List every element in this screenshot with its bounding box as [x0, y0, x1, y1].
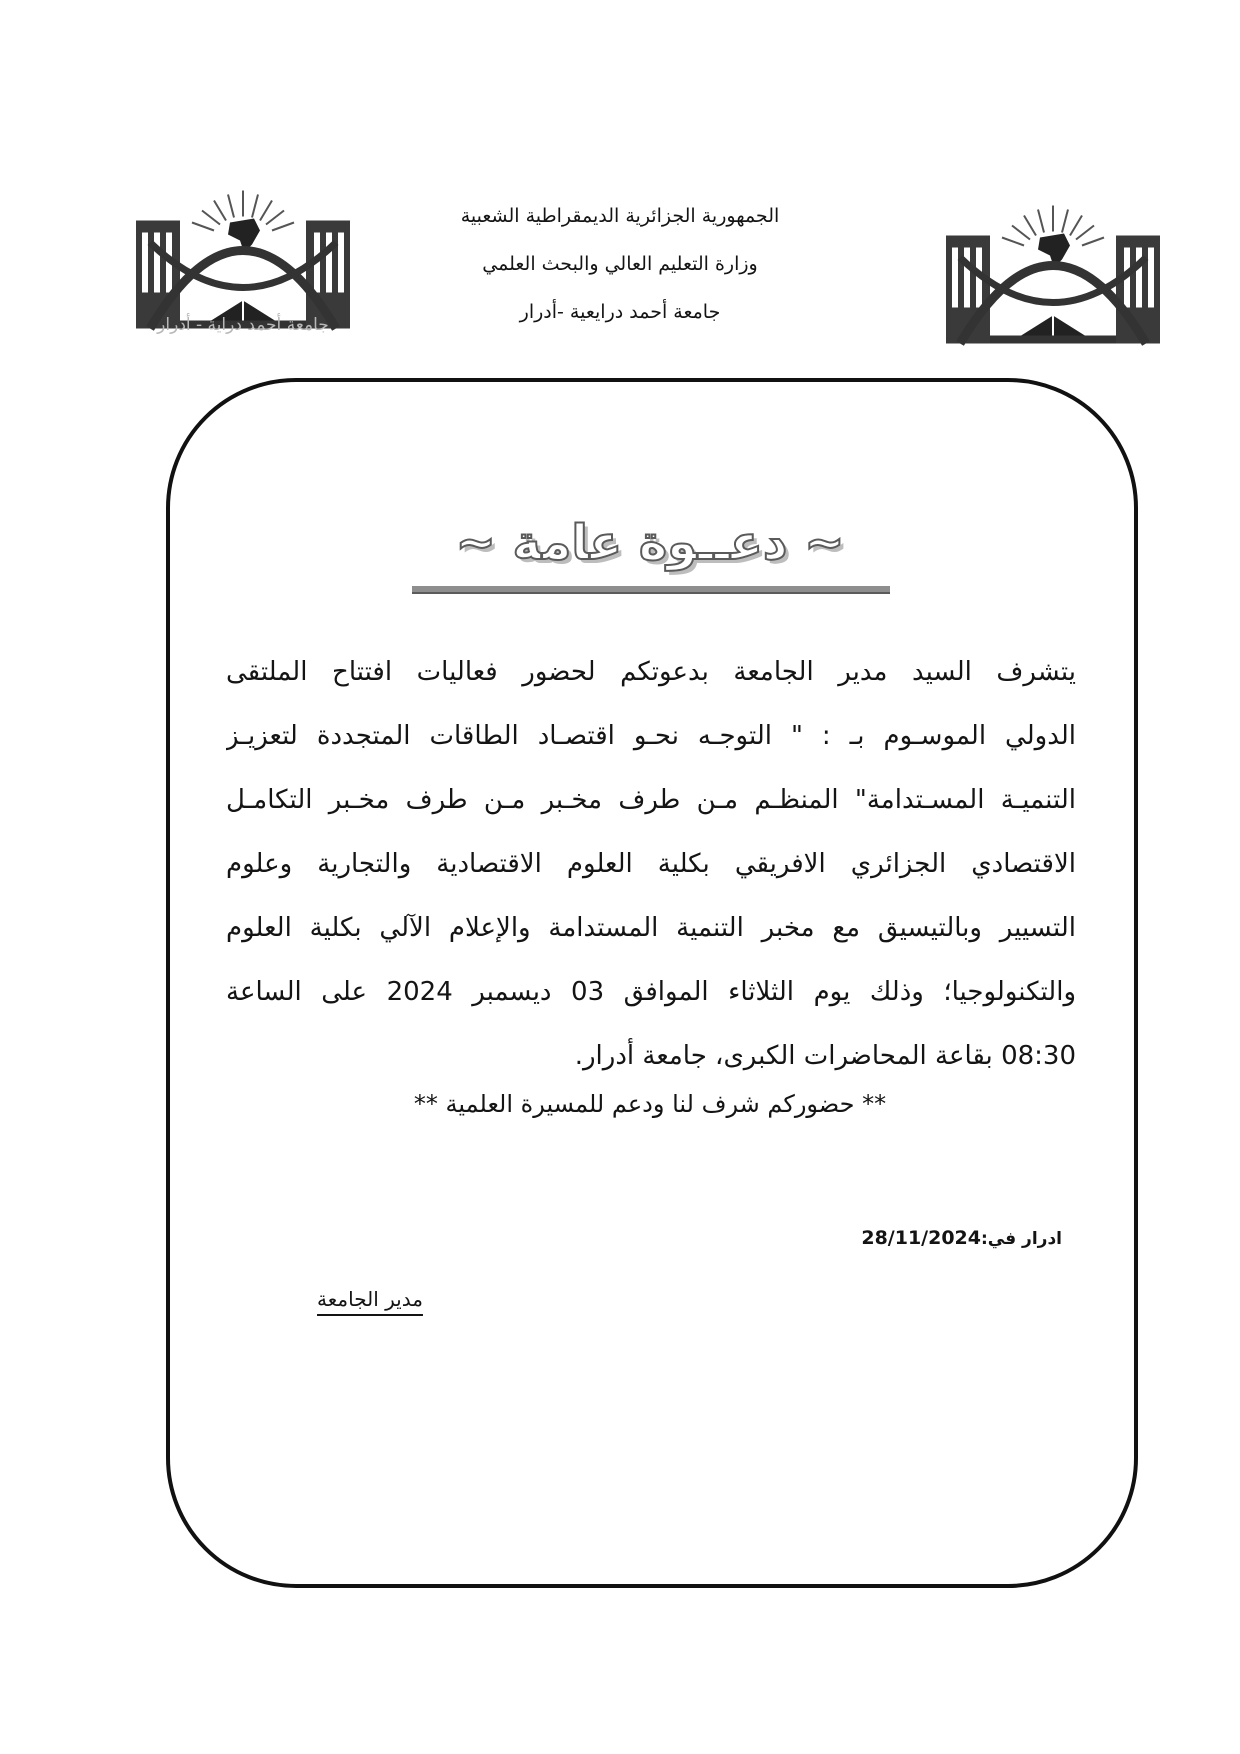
- closing-line: ** حضوركم شرف لنا ودعم للمسيرة العلمية **: [413, 1090, 887, 1118]
- issue-date: [861, 1227, 1062, 1249]
- title-underline: [412, 586, 890, 594]
- body-line: الدولي الموسـوم بـ : " التوجـه نحـو اقتصـاد الطاقات المتجددة لتعزيـز: [226, 721, 1076, 751]
- invitation-title-block: [400, 508, 900, 578]
- body-line: يتشرف السيد مدير الجامعة بدعوتكم لحضور فعاليات افتتاح الملتقى: [226, 657, 1076, 687]
- university-emblem-icon: [938, 180, 1168, 365]
- letterhead: [400, 192, 840, 336]
- university-logo-right: [938, 180, 1168, 365]
- letterhead-republic: الجمهورية الجزائرية الديمقراطية الشعبية: [460, 205, 780, 227]
- body-line: الاقتصادي الجزائري الافريقي بكلية العلوم الاقتصادية والتجارية وعلوم: [226, 849, 1076, 879]
- body-line-last: 08:30 بقاعة المحاضرات الكبرى، جامعة أدرار.: [574, 1041, 1076, 1071]
- invitation-title: ~ دعــوة عامة ~: [455, 515, 845, 571]
- body-line: التنميـة المسـتدامة" المنظـم مـن طرف مخـبر مـن طرف مخـبر التكامـل: [226, 785, 1076, 815]
- body-line: التسيير وبالتيسيق مع مخبر التنمية المستدامة والإعلام الآلي بكلية العلوم: [226, 913, 1076, 943]
- date-value: 28/11/2024: [861, 1227, 981, 1249]
- body-line: والتكنولوجيا؛ وذلك يوم الثلاثاء الموافق 03 ديسمبر 2024 على الساعة: [226, 977, 1076, 1007]
- invitation-body: [226, 640, 1076, 1088]
- university-logo-left: [128, 165, 358, 350]
- date-label: ادرار في:: [981, 1229, 1062, 1249]
- letterhead-university: جامعة أحمد درايعية -أدرار: [519, 301, 721, 323]
- logo-caption: جامعة أحمد دراية - أدرار: [157, 315, 329, 335]
- letterhead-ministry: وزارة التعليم العالي والبحث العلمي: [482, 253, 758, 275]
- signature-title: مدير الجامعة: [317, 1287, 423, 1311]
